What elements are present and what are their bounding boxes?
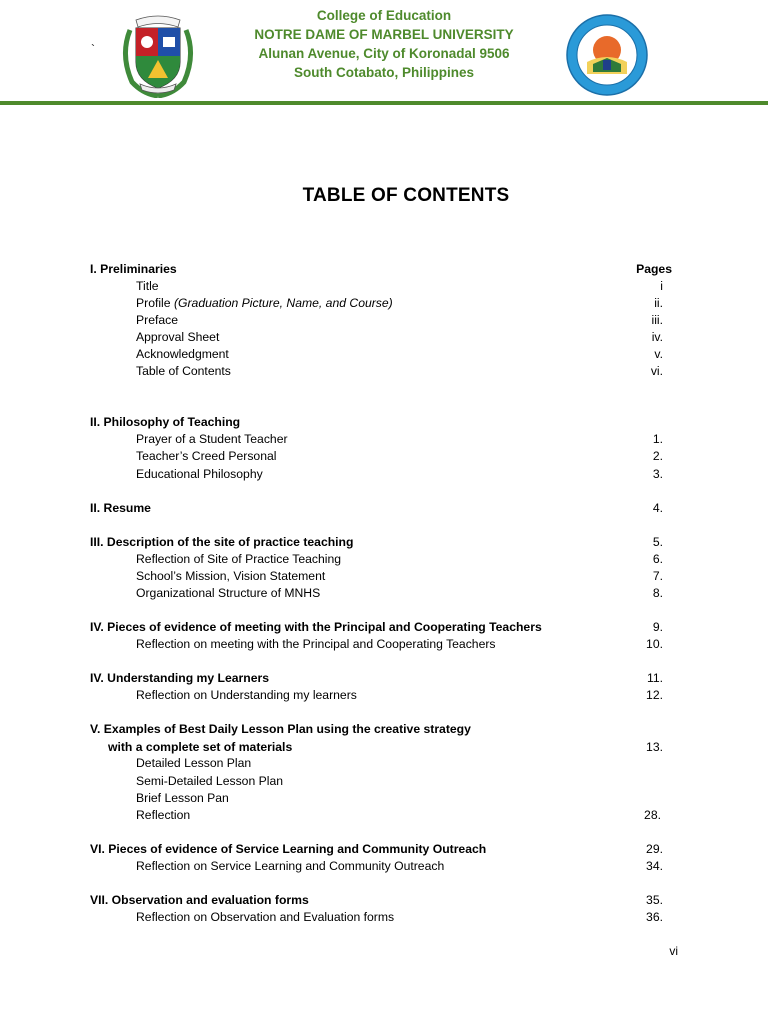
pages-column-heading: Pages xyxy=(636,262,672,276)
entry-label: Brief Lesson Pan xyxy=(136,791,229,805)
entry-page: 13. xyxy=(646,740,663,754)
entry-label-note: (Graduation Picture, Name, and Course) xyxy=(173,296,393,310)
entry-label: Reflection on Service Learning and Community Outreach xyxy=(136,859,445,873)
toc-section-lesson-plans xyxy=(0,721,768,738)
entry-label-text: Profile xyxy=(136,296,174,310)
entry-page: v. xyxy=(654,347,663,361)
entry-page: 3. xyxy=(652,467,663,481)
toc-section-meeting xyxy=(0,619,768,636)
entry-page: 35. xyxy=(646,893,663,907)
entry-label: Reflection on Understanding my learners xyxy=(136,688,357,702)
stray-mark: ` xyxy=(91,42,95,56)
entry-page: 28. xyxy=(644,808,661,822)
toc-section-learners xyxy=(0,670,768,687)
toc-entry xyxy=(0,363,768,380)
entry-page: vi. xyxy=(650,364,663,378)
entry-page: iv. xyxy=(651,330,663,344)
entry-label: Reflection on Observation and Evaluation forms xyxy=(136,910,395,924)
entry-label: Reflection on meeting with the Principal and Cooperating Teachers xyxy=(136,637,496,651)
section-heading: III. Description of the site of practice teaching xyxy=(90,535,354,549)
entry-label: Reflection xyxy=(136,808,191,822)
entry-label: School’s Mission, Vision Statement xyxy=(136,569,326,583)
entry-label: Acknowledgment xyxy=(136,347,229,361)
entry-page: 12. xyxy=(646,688,663,702)
page-title: TABLE OF CONTENTS xyxy=(302,185,510,206)
toc-section-lesson-plans-cont xyxy=(0,739,768,756)
entry-page: 10. xyxy=(646,637,663,651)
entry-page: 34. xyxy=(646,859,663,873)
entry-page: 8. xyxy=(652,586,663,600)
entry-label: Detailed Lesson Plan xyxy=(136,756,252,770)
section-heading: VII. Observation and evaluation forms xyxy=(90,893,309,907)
toc-entry xyxy=(0,448,768,465)
section-heading-continued: with a complete set of materials xyxy=(108,740,293,754)
section-heading: II. Resume xyxy=(90,501,151,515)
page-number: vi xyxy=(669,944,678,958)
section-heading: I. Preliminaries xyxy=(90,262,177,276)
header-rule xyxy=(0,101,768,105)
section-heading: IV. Understanding my Learners xyxy=(90,671,270,685)
entry-page: ii. xyxy=(654,296,663,310)
toc-section-observation xyxy=(0,892,768,909)
entry-page: 2. xyxy=(652,449,663,463)
section-heading: VI. Pieces of evidence of Service Learning and Community Outreach xyxy=(90,842,487,856)
entry-page: 1. xyxy=(652,432,663,446)
toc-entry xyxy=(0,636,768,653)
entry-label: Semi-Detailed Lesson Plan xyxy=(136,774,284,788)
toc-entry xyxy=(0,551,768,568)
entry-page: 6. xyxy=(652,552,663,566)
toc-entry xyxy=(0,431,768,448)
toc-section-site xyxy=(0,534,768,551)
entry-page: 7. xyxy=(652,569,663,583)
toc-entry xyxy=(0,295,768,312)
college-name: College of Education xyxy=(316,8,452,23)
toc-section-preliminaries xyxy=(0,261,768,278)
address-line: Alunan Avenue, City of Koronadal 9506 xyxy=(258,46,510,61)
toc-entry xyxy=(0,585,768,602)
section-heading: V. Examples of Best Daily Lesson Plan using the creative strategy xyxy=(90,722,471,736)
toc-entry xyxy=(0,790,768,807)
entry-label: Teacher’s Creed Personal xyxy=(136,449,277,463)
entry-label: Prayer of a Student Teacher xyxy=(136,432,288,446)
entry-label xyxy=(136,295,393,312)
toc-entry xyxy=(0,687,768,704)
section-heading: IV. Pieces of evidence of meeting with the Principal and Cooperating Teachers xyxy=(90,620,542,634)
entry-label: Educational Philosophy xyxy=(136,467,263,481)
entry-page: 36. xyxy=(646,910,663,924)
entry-label: Reflection of Site of Practice Teaching xyxy=(136,552,342,566)
toc-entry xyxy=(0,755,768,772)
entry-page: 4. xyxy=(652,501,663,515)
section-heading: II. Philosophy of Teaching xyxy=(90,415,241,429)
toc-entry xyxy=(0,773,768,790)
entry-page: i xyxy=(660,279,663,293)
toc-entry xyxy=(0,568,768,585)
college-seal-logo xyxy=(563,14,651,96)
toc-entry xyxy=(0,312,768,329)
entry-label: Approval Sheet xyxy=(136,330,220,344)
entry-label: Table of Contents xyxy=(136,364,231,378)
entry-label: Title xyxy=(136,279,159,293)
toc-entry xyxy=(0,909,768,926)
toc-entry xyxy=(0,329,768,346)
entry-page: 9. xyxy=(652,620,663,634)
university-name: NOTRE DAME OF MARBEL UNIVERSITY xyxy=(254,27,514,42)
toc-section-resume xyxy=(0,500,768,517)
toc-entry xyxy=(0,858,768,875)
toc-entry xyxy=(0,807,768,824)
university-seal-logo xyxy=(118,10,198,98)
entry-page: 5. xyxy=(652,535,663,549)
toc-entry xyxy=(0,466,768,483)
toc-entry xyxy=(0,346,768,363)
entry-page: iii. xyxy=(651,313,663,327)
entry-label: Preface xyxy=(136,313,179,327)
toc-section-philosophy xyxy=(0,414,768,431)
toc-section-service-learning xyxy=(0,841,768,858)
entry-label: Organizational Structure of MNHS xyxy=(136,586,321,600)
entry-page: 29. xyxy=(646,842,663,856)
entry-page: 11. xyxy=(646,671,663,685)
province-line: South Cotabato, Philippines xyxy=(294,65,474,80)
toc-entry xyxy=(0,278,768,295)
institution-header xyxy=(200,6,568,82)
